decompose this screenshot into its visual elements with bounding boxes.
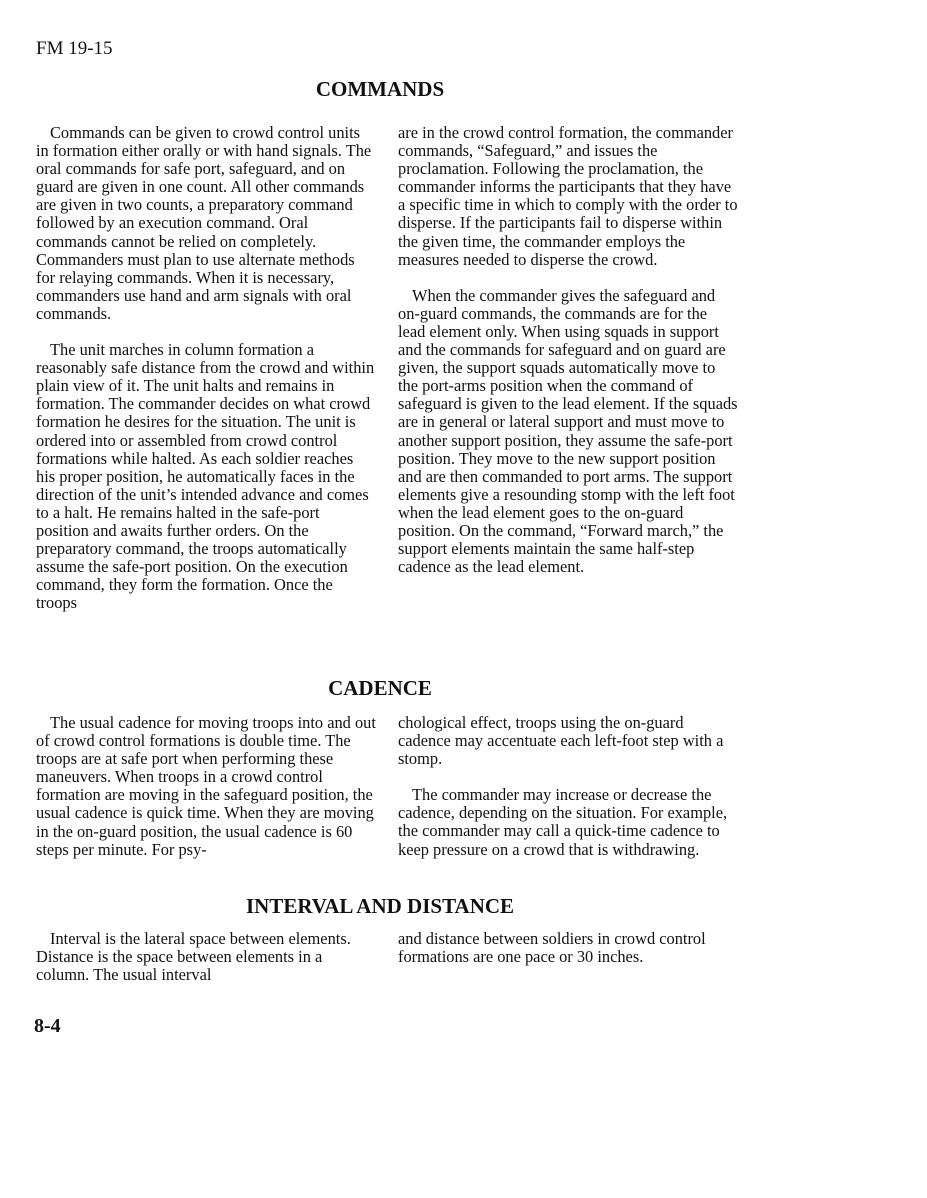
document-id: FM 19-15 — [36, 38, 113, 59]
cadence-right-column — [398, 714, 738, 859]
interval-right-column — [398, 930, 738, 966]
section-title-cadence: CADENCE — [328, 676, 432, 700]
commands-right-column — [398, 124, 738, 576]
paragraph: The commander may increase or decrease the cadence, depending on the situation. For example, the commander may call a quick-time cadence to keep pressure on a crowd that is withdrawing. — [398, 785, 728, 859]
paragraph: The usual cadence for moving troops into and out of crowd control formations is double time. The troops are at safe port when performing these maneuvers. When troops in a crowd control formation are moving in the safeguard position, the usual cadence is quick time. When they are moving in the on-guard position, the usual cadence is 60 steps per minute. For psy- — [36, 713, 376, 859]
cadence-left-column — [36, 714, 376, 859]
page-number: 8-4 — [34, 1015, 61, 1037]
paragraph: The unit marches in column formation a reasonably safe distance from the crowd and within plain view of it. The unit halts and remains in formation. The commander decides on what crowd formation he desires for the situation. The unit is ordered into or assembled from crowd control formations while halted. As each soldier reaches his proper position, he automatically faces in the direction of the unit’s intended advance and comes to a halt. He remains halted in the safe-port position and awaits further orders. On the preparatory command, the troops automatically assume the safe-port position. On the execution command, they form the formation. Once the troops — [36, 340, 375, 613]
paragraph: chological effect, troops using the on-guard cadence may accentuate each left-foot step with a stomp. — [398, 713, 724, 769]
commands-left-column — [36, 124, 376, 612]
paragraph: are in the crowd control formation, the commander commands, “Safeguard,” and issues the proclamation. Following the proclamation, the commander informs the participants that they have a specific time in which to comply with the order to disperse. If the participants fail to disperse within the given time, the commander employs the measures needed to disperse the crowd. — [398, 123, 738, 269]
paragraph: and distance between soldiers in crowd control formations are one pace or 30 inches. — [398, 929, 706, 967]
paragraph: Interval is the lateral space between elements. Distance is the space between elements in a column. The usual interval — [36, 929, 351, 985]
section-title-interval-and-distance: INTERVAL AND DISTANCE — [245, 894, 515, 918]
paragraph: When the commander gives the safeguard and on-guard commands, the commands are for the lead element only. When using squads in support and the commands for safeguard and on guard are given, the support squads automatically move to the port-arms position when the command of safeguard is given to the lead element. If the squads are in general or lateral support and must move to another support position, they assume the safe-port position. They move to the new support position and are then commanded to port arms. The support elements give a resounding stomp with the left foot when the lead element goes to the on-guard position. On the command, “Forward march,” the support elements maintain the same half-step cadence as the lead element. — [398, 285, 738, 577]
interval-left-column — [36, 930, 376, 984]
paragraph: Commands can be given to crowd control units in formation either orally or with hand signals. The oral commands for safe port, safeguard, and on guard are given in one count. All other commands are given in two counts, a preparatory command followed by an execution command. Oral commands cannot be relied on completely. Commanders must plan to use alternate methods for relaying commands. When it is necessary, commanders use hand and arm signals with oral commands. — [36, 123, 372, 323]
section-title-commands: COMMANDS — [315, 77, 445, 101]
